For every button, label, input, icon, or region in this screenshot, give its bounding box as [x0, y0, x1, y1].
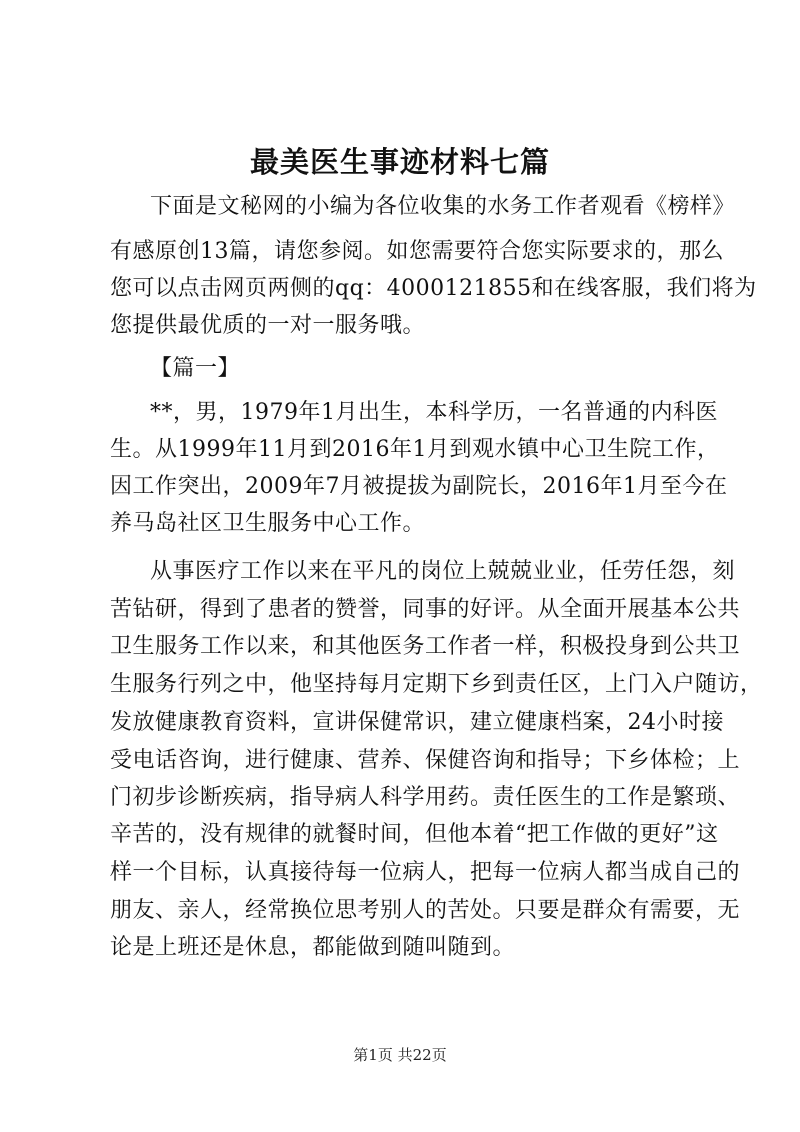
- page-number: 第1页 共22页: [353, 1046, 447, 1064]
- paragraph-line: 生服务行列之中，他坚持每月定期下乡到责任区，上门入户随访，: [110, 672, 763, 697]
- paragraph-line: 生。从1999年11月到2016年1月到观水镇中心卫生院工作，: [110, 437, 720, 462]
- paragraph-line: 辛苦的，没有规律的就餐时间，但他本着“把工作做的更好”这: [110, 822, 719, 847]
- intro-line: 您提供最优质的一对一服务哦。: [110, 313, 426, 338]
- paragraph-line: 卫生服务工作以来，和其他医务工作者一样，积极投身到公共卫: [110, 634, 741, 659]
- paragraph-line: 论是上班还是休息，都能做到随叫随到。: [110, 935, 516, 960]
- paragraph-line: 养马岛社区卫生服务中心工作。: [110, 511, 426, 536]
- paragraph-line: 从事医疗工作以来在平凡的岗位上兢兢业业，任劳任怨，刻: [150, 559, 736, 584]
- intro-line: 您可以点击网页两侧的qq：4000121855和在线客服，我们将为: [110, 276, 757, 301]
- paragraph-line: 受电话咨询，进行健康、营养、保健咨询和指导；下乡体检；上: [110, 748, 741, 773]
- paragraph-line: **，男，1979年1月出生，本科学历，一名普通的内科医: [150, 400, 718, 425]
- intro-line: 有感原创13篇，请您参阅。如您需要符合您实际要求的，那么: [110, 239, 724, 264]
- intro-line: 下面是文秘网的小编为各位收集的水务工作者观看《榜样》: [150, 194, 736, 219]
- section-heading: 【篇一】: [150, 356, 241, 381]
- document-title: 最美医生事迹材料七篇: [249, 145, 550, 179]
- paragraph-line: 样一个目标，认真接待每一位病人，把每一位病人都当成自己的: [110, 860, 741, 885]
- paragraph-line: 发放健康教育资料，宣讲保健常识，建立健康档案，24小时接: [110, 710, 724, 735]
- paragraph-line: 朋友、亲人，经常换位思考别人的苦处。只要是群众有需要，无: [110, 898, 741, 923]
- paragraph-line: 门初步诊断疾病，指导病人科学用药。责任医生的工作是繁琐、: [110, 785, 741, 810]
- paragraph-line: 因工作突出，2009年7月被提拔为副院长，2016年1月至今在: [110, 474, 728, 499]
- paragraph-line: 苦钻研，得到了患者的赞誉，同事的好评。从全面开展基本公共: [110, 597, 741, 622]
